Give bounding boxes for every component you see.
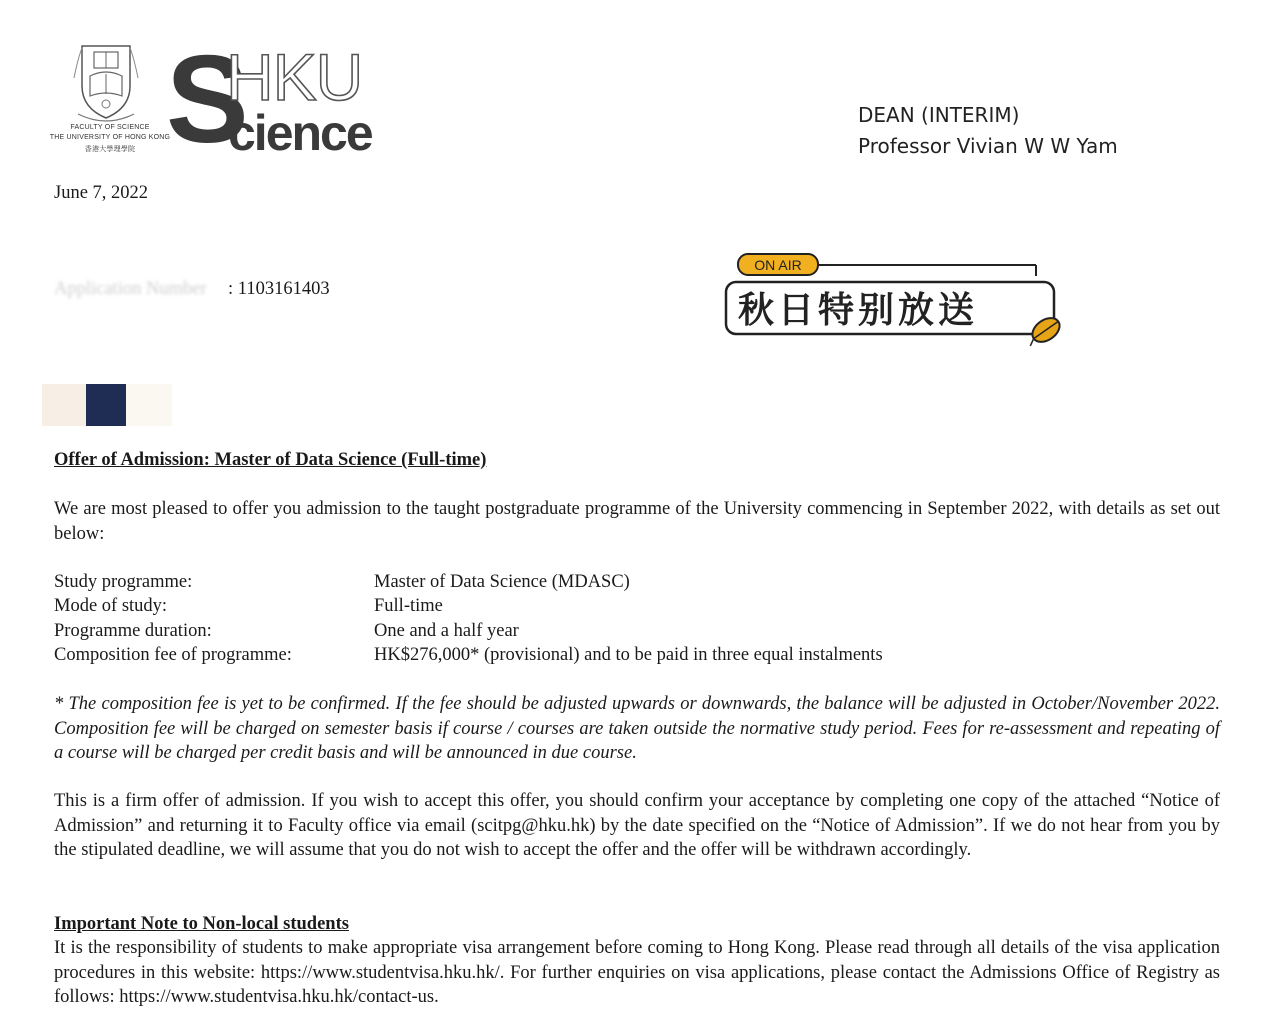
redaction-block-navy xyxy=(86,384,126,426)
firm-offer-paragraph: This is a firm offer of admission. If you wish to accept this offer, you should confirm your acceptance by completing one copy of the attached “Notice of Admission” and returning it to Faculty office via email (scitpg@hku.hk) by the date specified on the “Notice of Admission”. If we do not hear from you by the stipulated deadline, we will assume that you do not wish to accept the offer and the offer will be withdrawn accordingly. xyxy=(54,791,1220,860)
detail-value: HK$276,000* (provisional) and to be paid in three equal instalments xyxy=(374,645,883,665)
fee-note-paragraph: * The composition fee is yet to be confirmed. If the fee should be adjusted upwards or downwards, the balance will be adjusted in October/November 2022. Composition fee will be charged on semester basis if course / courses are taken outside the normative study period. Fees for re-assessment and repeating of a course will be charged per credit basis and will be announced in due course. xyxy=(54,694,1220,763)
dean-name: Professor Vivian W W Yam xyxy=(858,134,1118,158)
logo-initial: S xyxy=(166,34,249,156)
detail-value: Full-time xyxy=(374,596,443,616)
intro-paragraph: We are most pleased to offer you admission to the taught postgraduate programme of the University commencing in September 2022, with details as set out below: xyxy=(54,499,1220,544)
important-note-heading: Important Note to Non-local students xyxy=(54,914,349,934)
faculty-chinese-name: 香港大學理學院 xyxy=(84,146,136,153)
logo-science-text: cience xyxy=(228,105,372,156)
on-air-sticker xyxy=(724,252,1070,352)
detail-value: One and a half year xyxy=(374,621,519,641)
important-note-body: It is the responsibility of students to make appropriate visa arrangement before coming to Hong Kong. Please read through all details of the visa application procedures in this website: https://www.studentvisa.hku.hk/. For further enquiries on visa applications, please contact the Admissions Office of Registry as follows: https://www.studentvisa.hku.hk/contact-us. xyxy=(54,938,1220,1007)
detail-label: Programme duration: xyxy=(54,621,212,641)
dean-title: DEAN (INTERIM) xyxy=(858,103,1020,127)
letter-date: June 7, 2022 xyxy=(54,183,149,203)
hku-science-logo xyxy=(166,34,398,156)
offer-subject-heading: Offer of Admission: Master of Data Science (Full-time) xyxy=(54,450,487,470)
reference-label-redacted: Application Number xyxy=(54,279,207,299)
redaction-block-left xyxy=(42,384,86,426)
on-air-badge-text: ON AIR xyxy=(754,257,802,273)
detail-label: Mode of study: xyxy=(54,596,168,616)
faculty-name-line: FACULTY OF SCIENCE xyxy=(70,124,150,131)
university-crest-icon xyxy=(72,38,140,122)
detail-label: Study programme: xyxy=(54,572,193,592)
university-name-line: THE UNIVERSITY OF HONG KONG xyxy=(49,134,171,141)
reference-number: : 1103161403 xyxy=(228,279,330,299)
logo-hku-text: HKU xyxy=(226,40,363,114)
sticker-title-text: 秋日特别放送 xyxy=(738,290,979,331)
detail-value: Master of Data Science (MDASC) xyxy=(374,572,630,592)
detail-label: Composition fee of programme: xyxy=(54,645,292,665)
redaction-block-right xyxy=(126,384,172,426)
